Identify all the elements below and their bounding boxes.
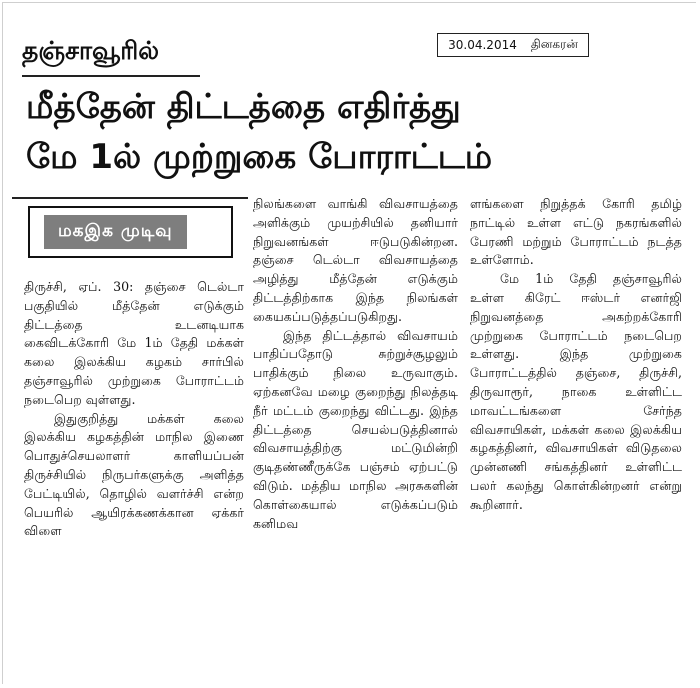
column-1-paragraph-2: இதுகுறித்து மக்கள் கலை இலக்கிய கழகத்தின் மாநில இணை பொதுச்செயலாளர் காளியப்பன் திருச்சியில் நிருபர்களுக்கு அளித்த பேட்டியில், தொழில் வளர்ச்சி என்ற பெயரில் ஆயிரக்கணக்கான ஏக்கர் விளை bbox=[24, 410, 244, 539]
headline bbox=[26, 82, 686, 182]
article-column-1 bbox=[24, 278, 244, 541]
dateline-box bbox=[437, 33, 589, 57]
column-2-paragraph-1: நிலங்களை வாங்கி விவசாயத்தை அளிக்கும் முயற்சியில் தனியார் நிறுவனங்கள் ஈடுபடுகின்றன. தஞ்சை டெல்டா விவசாயத்தை அழித்து மீத்தேன் எடுக்கும் திட்டத்திற்காக இந்த நிலங்கள் கையகப்படுத்தப்படுகிறது. bbox=[253, 196, 458, 324]
dateline-date: 30.04.2014 bbox=[448, 38, 517, 52]
article-column-3 bbox=[470, 195, 682, 515]
subhead-tag: மகஇக முடிவு bbox=[44, 215, 187, 249]
kicker-underline bbox=[22, 75, 200, 77]
headline-line-2: மே 1ல் முற்றுகை போராட்டம் bbox=[26, 137, 493, 177]
headline-line-1: மீத்தேன் திட்டத்தை எதிர்த்து bbox=[26, 87, 461, 127]
kicker-location: தஞ்சாவூரில் bbox=[22, 36, 159, 65]
column-2-paragraph-2: இந்த திட்டத்தால் விவசாயம் பாதிப்பதோடு சுற்றுச்சூழலும் பாதிக்கும் நிலை உருவாகும். ஏற்கனவே மழை குறைந்து நிலத்தடி நீர் மட்டம் குறைந்து விட்டது. இந்த திட்டத்தை செயல்படுத்தினால் விவசாயத்திற்கு மட்டுமின்றி குடிதண்ணீருக்கே பஞ்சம் ஏற்பட்டு விடும். மத்திய மாநில அரசுகளின் கொள்கையால் எடுக்கப்படும் கனிமவ bbox=[253, 327, 458, 531]
column-1-paragraph-1: திருச்சி, ஏப். 30: தஞ்சை டெல்டா பகுதியில் மீத்தேன் எடுக்கும் திட்டத்தை உடனடியாக கைவிடக்கோரி மே 1ம் தேதி மக்கள் கலை இலக்கிய கழகம் சார்பில் தஞ்சாவூரில் முற்றுகை போராட்டம் நடைபெற வுள்ளது. bbox=[24, 279, 244, 407]
dateline-paper: தினகரன் bbox=[530, 37, 578, 51]
column-3-paragraph-1: ளங்களை நிறுத்தக் கோரி தமிழ் நாட்டில் உள்ள எட்டு நகரங்களில் பேரணி மற்றும் போராட்டம் நடத்த உள்ளோம். bbox=[470, 196, 682, 268]
article-column-2 bbox=[253, 195, 458, 533]
subhead-box bbox=[28, 206, 233, 258]
headline-divider bbox=[12, 197, 248, 199]
column-3-paragraph-2: மே 1ம் தேதி தஞ்சாவூரில் உள்ள கிரேட் ஈஸ்டர் எனர்ஜி நிறுவனத்தை அகற்றக்கோரி முற்றுகை போராட்டம் நடைபெற உள்ளது. இந்த முற்றுகை போராட்டத்தில் தஞ்சை, திருச்சி, திருவாரூர், நாகை உள்ளிட்ட மாவட்டங்களை சேர்ந்த விவசாயிகள், மக்கள் கலை இலக்கிய கழகத்தினர், விவசாயிகள் விடுதலை முன்னணி சங்கத்தினர் உள்ளிட்ட பலர் கலந்து கொள்கின்றனர் என்று கூறினார். bbox=[470, 271, 682, 512]
